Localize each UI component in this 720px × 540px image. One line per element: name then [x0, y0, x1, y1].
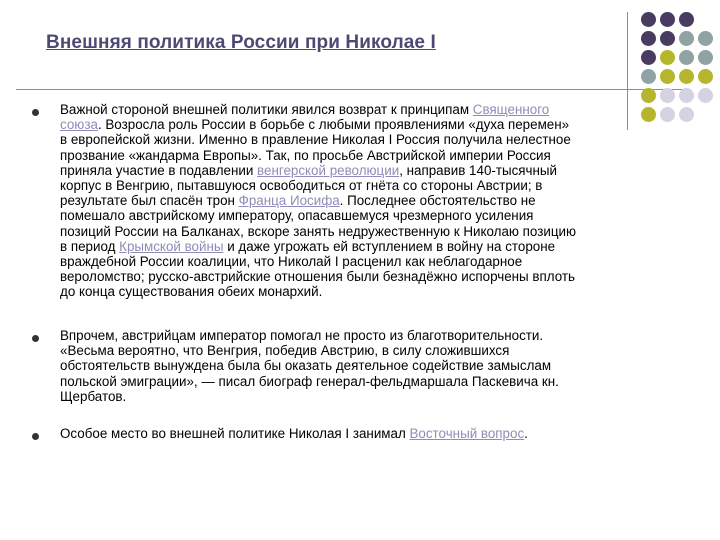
text-span: обстоятельств вынуждена была бы оказать деятельное содействие замыслам [60, 358, 552, 374]
slide-title: Внешняя политика России при Николае I [46, 32, 436, 53]
decor-dot [679, 69, 694, 84]
text-span: приняла участие в подавлении [60, 162, 258, 178]
decor-dot [698, 69, 713, 84]
decor-dot [679, 88, 694, 103]
decor-dot [679, 31, 694, 46]
decor-dot [698, 31, 713, 46]
text-span: враждебной России коалиции, что Николай I расценил как неблагодарное [60, 253, 523, 269]
text-span: в европейской жизни. Именно в правление Николая I Россия получила нелестное [60, 132, 571, 148]
bullet-icon [32, 335, 39, 342]
decor-dot [660, 69, 675, 84]
text-line [60, 178, 688, 193]
decorative-horizontal-line [16, 89, 688, 90]
paragraph-eastern-question [60, 426, 688, 441]
text-span: прозвание «жандарма Европы». Так, по просьбе Австрийской империи Россия [60, 147, 551, 163]
text-line [60, 426, 688, 441]
text-line [60, 132, 688, 147]
text-line [60, 374, 688, 389]
text-span: польской эмиграции», — писал биограф генерал-фельдмаршала Паскевича кн. [60, 373, 559, 389]
text-span: Впрочем, австрийцам император помогал не просто из благотворительности. [60, 328, 544, 343]
text-span: Важной стороной внешней политики явился возврат к принципам [60, 102, 473, 117]
paragraph-nicholas-austria [60, 102, 688, 299]
paragraph-hungary-quote [60, 328, 688, 404]
bullet-icon [32, 433, 39, 440]
text-line [60, 193, 688, 208]
text-span: «Весьма вероятно, что Венгрия, победив Австрию, в силу сложившихся [60, 343, 510, 359]
text-line [60, 343, 688, 358]
decor-dot [698, 50, 713, 65]
decor-dot [660, 50, 675, 65]
text-line [60, 239, 688, 254]
text-span: результате был спасён трон [60, 193, 239, 209]
text-span: , направив 140-тысячный [399, 162, 558, 178]
text-span: позиций России на Балканах, вскоре занять недружественную к Николаю позицию [60, 223, 577, 239]
inline-link[interactable]: Франца Иосифа [238, 193, 340, 209]
text-span: . Возросла роль России в борьбе с любыми проявлениями «духа перемен» [97, 117, 570, 133]
decor-dot [641, 69, 656, 84]
text-line [60, 284, 688, 299]
decor-dot [641, 50, 656, 65]
text-line [60, 148, 688, 163]
text-line [60, 208, 688, 223]
decor-dot [641, 12, 656, 27]
inline-link[interactable]: союза [60, 117, 98, 133]
text-line [60, 389, 688, 404]
decor-dot [660, 88, 675, 103]
text-span: в период [60, 238, 120, 254]
inline-link[interactable]: Священного [472, 102, 550, 117]
decor-dot [679, 12, 694, 27]
decor-dot [698, 88, 713, 103]
text-line [60, 254, 688, 269]
text-span: . [524, 426, 528, 441]
inline-link[interactable]: Крымской войны [119, 238, 224, 254]
inline-link[interactable]: Восточный вопрос [409, 426, 525, 441]
text-span: корпус в Венгрию, пытавшуюся освободиться от гнёта со стороны Австрии; в [60, 177, 543, 193]
text-span: вероломство; русско-австрийские отношения были безнадёжно испорчены вплоть [60, 269, 575, 285]
text-line [60, 163, 688, 178]
text-line [60, 358, 688, 373]
decor-dot [660, 12, 675, 27]
decor-dot [641, 88, 656, 103]
text-span: и даже угрожать ей вступлением в войну на стороне [223, 238, 556, 254]
text-span: до конца существования обеих монархий. [60, 284, 323, 300]
text-span: Щербатов. [60, 388, 127, 404]
inline-link[interactable]: венгерской революции [257, 162, 400, 178]
decor-dot [679, 50, 694, 65]
decor-dot [660, 31, 675, 46]
text-span: Особое место во внешней политике Николая I занимал [60, 426, 410, 441]
text-line [60, 224, 688, 239]
text-line [60, 117, 688, 132]
text-line [60, 328, 688, 343]
text-line [60, 102, 688, 117]
text-span: помешало австрийскому императору, опасавшемуся чрезмерного усиления [60, 208, 534, 224]
bullet-icon [32, 109, 39, 116]
decor-dot [641, 31, 656, 46]
text-line [60, 269, 688, 284]
text-span: . Последнее обстоятельство не [339, 193, 536, 209]
